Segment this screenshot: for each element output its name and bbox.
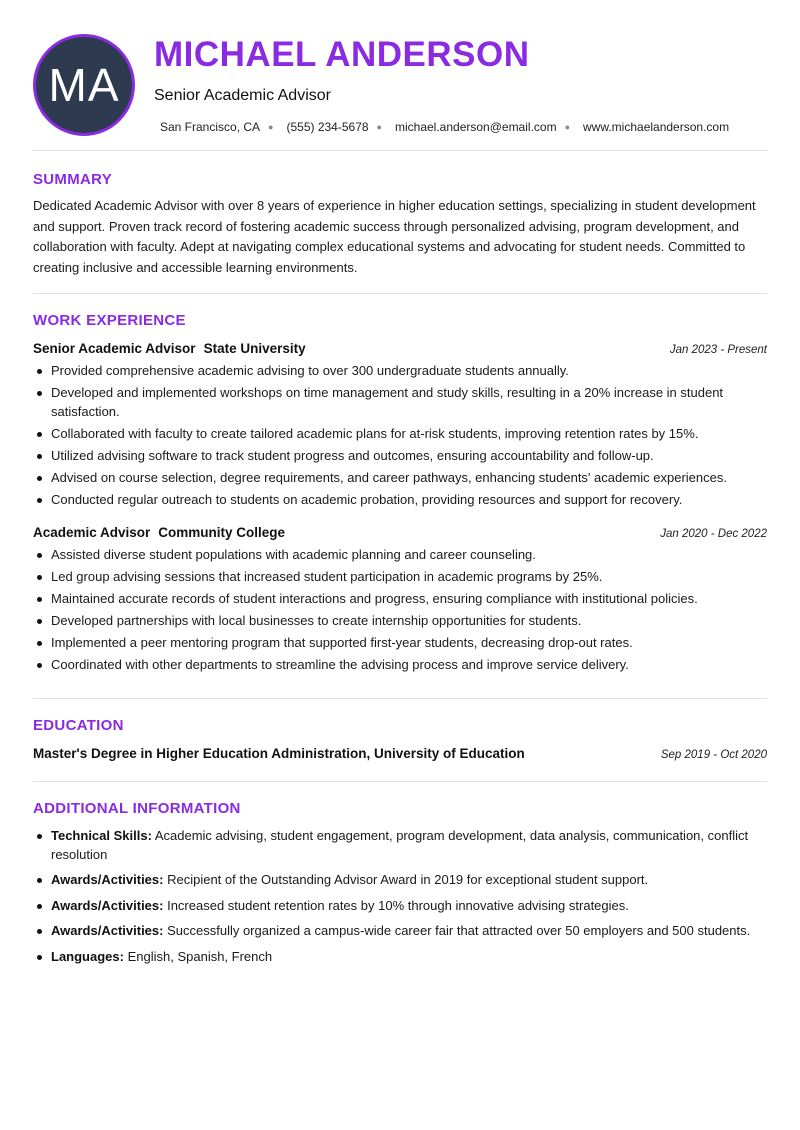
additional-info-list: [33, 827, 767, 966]
job-entry: [33, 341, 767, 509]
education-date: Sep 2019 - Oct 2020: [660, 749, 767, 761]
contact-location: San Francisco, CA: [160, 120, 261, 134]
item-text: Successfully organized a campus-wide career fair that attracted over 50 employers and 500 students.: [167, 923, 751, 938]
avatar-initials: MA: [48, 59, 120, 111]
job-bullets: [33, 362, 767, 509]
list-item: Implemented a peer mentoring program that supported first-year students, decreasing drop-out rates.: [33, 634, 767, 653]
education-degree: Master's Degree in Higher Education Administration, University of Education: [33, 746, 525, 761]
job-role: [33, 341, 306, 356]
job-date: Jan 2023 - Present: [669, 344, 767, 356]
contact-phone: (555) 234-5678: [286, 120, 369, 134]
list-item: Advised on course selection, degree requirements, and career pathways, enhancing students' academic experiences.: [33, 469, 767, 488]
avatar: [33, 34, 135, 136]
work-experience-heading: WORK EXPERIENCE: [33, 312, 186, 329]
contact-email[interactable]: michael.anderson@email.com: [394, 120, 557, 134]
separator-dot-icon: ●: [564, 122, 571, 132]
item-text: English, Spanish, French: [127, 948, 273, 964]
list-item: Conducted regular outreach to students on academic probation, providing resources and support for recovery.: [33, 491, 767, 510]
list-item: Maintained accurate records of student interactions and progress, ensuring compliance with institutional policies.: [33, 590, 767, 609]
list-item: [33, 922, 767, 941]
resume-header: [33, 0, 767, 150]
job-organization: Community College: [158, 525, 286, 540]
education-section: [33, 699, 767, 781]
job-entry: [33, 525, 767, 675]
summary-text: Dedicated Academic Advisor with over 8 years of experience in higher education settings, specializing in student development and support. Proven track record of fostering academic success through personalized advising, program development, and collaboration with faculty. Adept at navigating complex educational systems and advocating for student needs. Committed to creating inclusive and accessible learning environments.: [33, 198, 756, 275]
item-text: Increased student retention rates by 10% through innovative advising strategies.: [167, 897, 629, 913]
job-date: Jan 2020 - Dec 2022: [660, 528, 767, 540]
name-block: [154, 36, 530, 105]
item-label: Languages:: [51, 948, 124, 964]
job-title: Senior Academic Advisor: [33, 341, 196, 356]
list-item: [33, 948, 767, 967]
item-text: Academic advising, student engagement, program development, data analysis, communication, conflict resolution: [51, 828, 749, 862]
item-label: Awards/Activities:: [51, 872, 164, 887]
education-entry: [33, 746, 767, 761]
job-bullets: [33, 546, 767, 675]
separator-dot-icon: ●: [268, 122, 274, 132]
summary-heading: SUMMARY: [33, 171, 113, 188]
candidate-name: MICHAEL ANDERSON: [154, 35, 530, 74]
list-item: Collaborated with faculty to create tailored academic plans for at-risk students, improving retention rates by 15%.: [33, 425, 767, 444]
contact-website[interactable]: www.michaelanderson.com: [583, 120, 730, 134]
list-item: Developed partnerships with local businesses to create internship opportunities for students.: [33, 612, 767, 631]
list-item: Led group advising sessions that increased student participation in academic programs by 25%.: [33, 568, 767, 587]
candidate-title: Senior Academic Advisor: [154, 86, 331, 104]
item-label: Technical Skills:: [51, 828, 152, 843]
list-item: Assisted diverse student populations with academic planning and career counseling.: [33, 546, 767, 565]
additional-info-section: [33, 782, 767, 966]
job-header: [33, 525, 767, 540]
list-item: Provided comprehensive academic advising to over 300 undergraduate students annually.: [33, 362, 767, 381]
list-item: [33, 827, 767, 864]
job-header: [33, 341, 767, 356]
additional-info-heading: ADDITIONAL INFORMATION: [33, 800, 241, 817]
list-item: [33, 897, 767, 916]
contact-info: [160, 120, 729, 134]
list-item: Developed and implemented workshops on time management and study skills, resulting in a 20% increase in student satisfaction.: [33, 384, 767, 421]
list-item: Coordinated with other departments to streamline the advising process and improve service delivery.: [33, 656, 767, 675]
job-organization: State University: [203, 341, 306, 356]
work-experience-section: [33, 294, 767, 698]
job-title: Academic Advisor: [33, 525, 151, 540]
list-item: Utilized advising software to track student progress and outcomes, ensuring accountability and follow-up.: [33, 447, 767, 466]
item-label: Awards/Activities:: [51, 923, 164, 938]
item-label: Awards/Activities:: [51, 897, 164, 913]
job-role: [33, 525, 285, 540]
education-heading: EDUCATION: [33, 717, 124, 734]
summary-section: [33, 151, 767, 293]
separator-dot-icon: ●: [376, 122, 382, 132]
item-text: Recipient of the Outstanding Advisor Award in 2019 for exceptional student support.: [167, 872, 649, 887]
list-item: [33, 871, 767, 890]
